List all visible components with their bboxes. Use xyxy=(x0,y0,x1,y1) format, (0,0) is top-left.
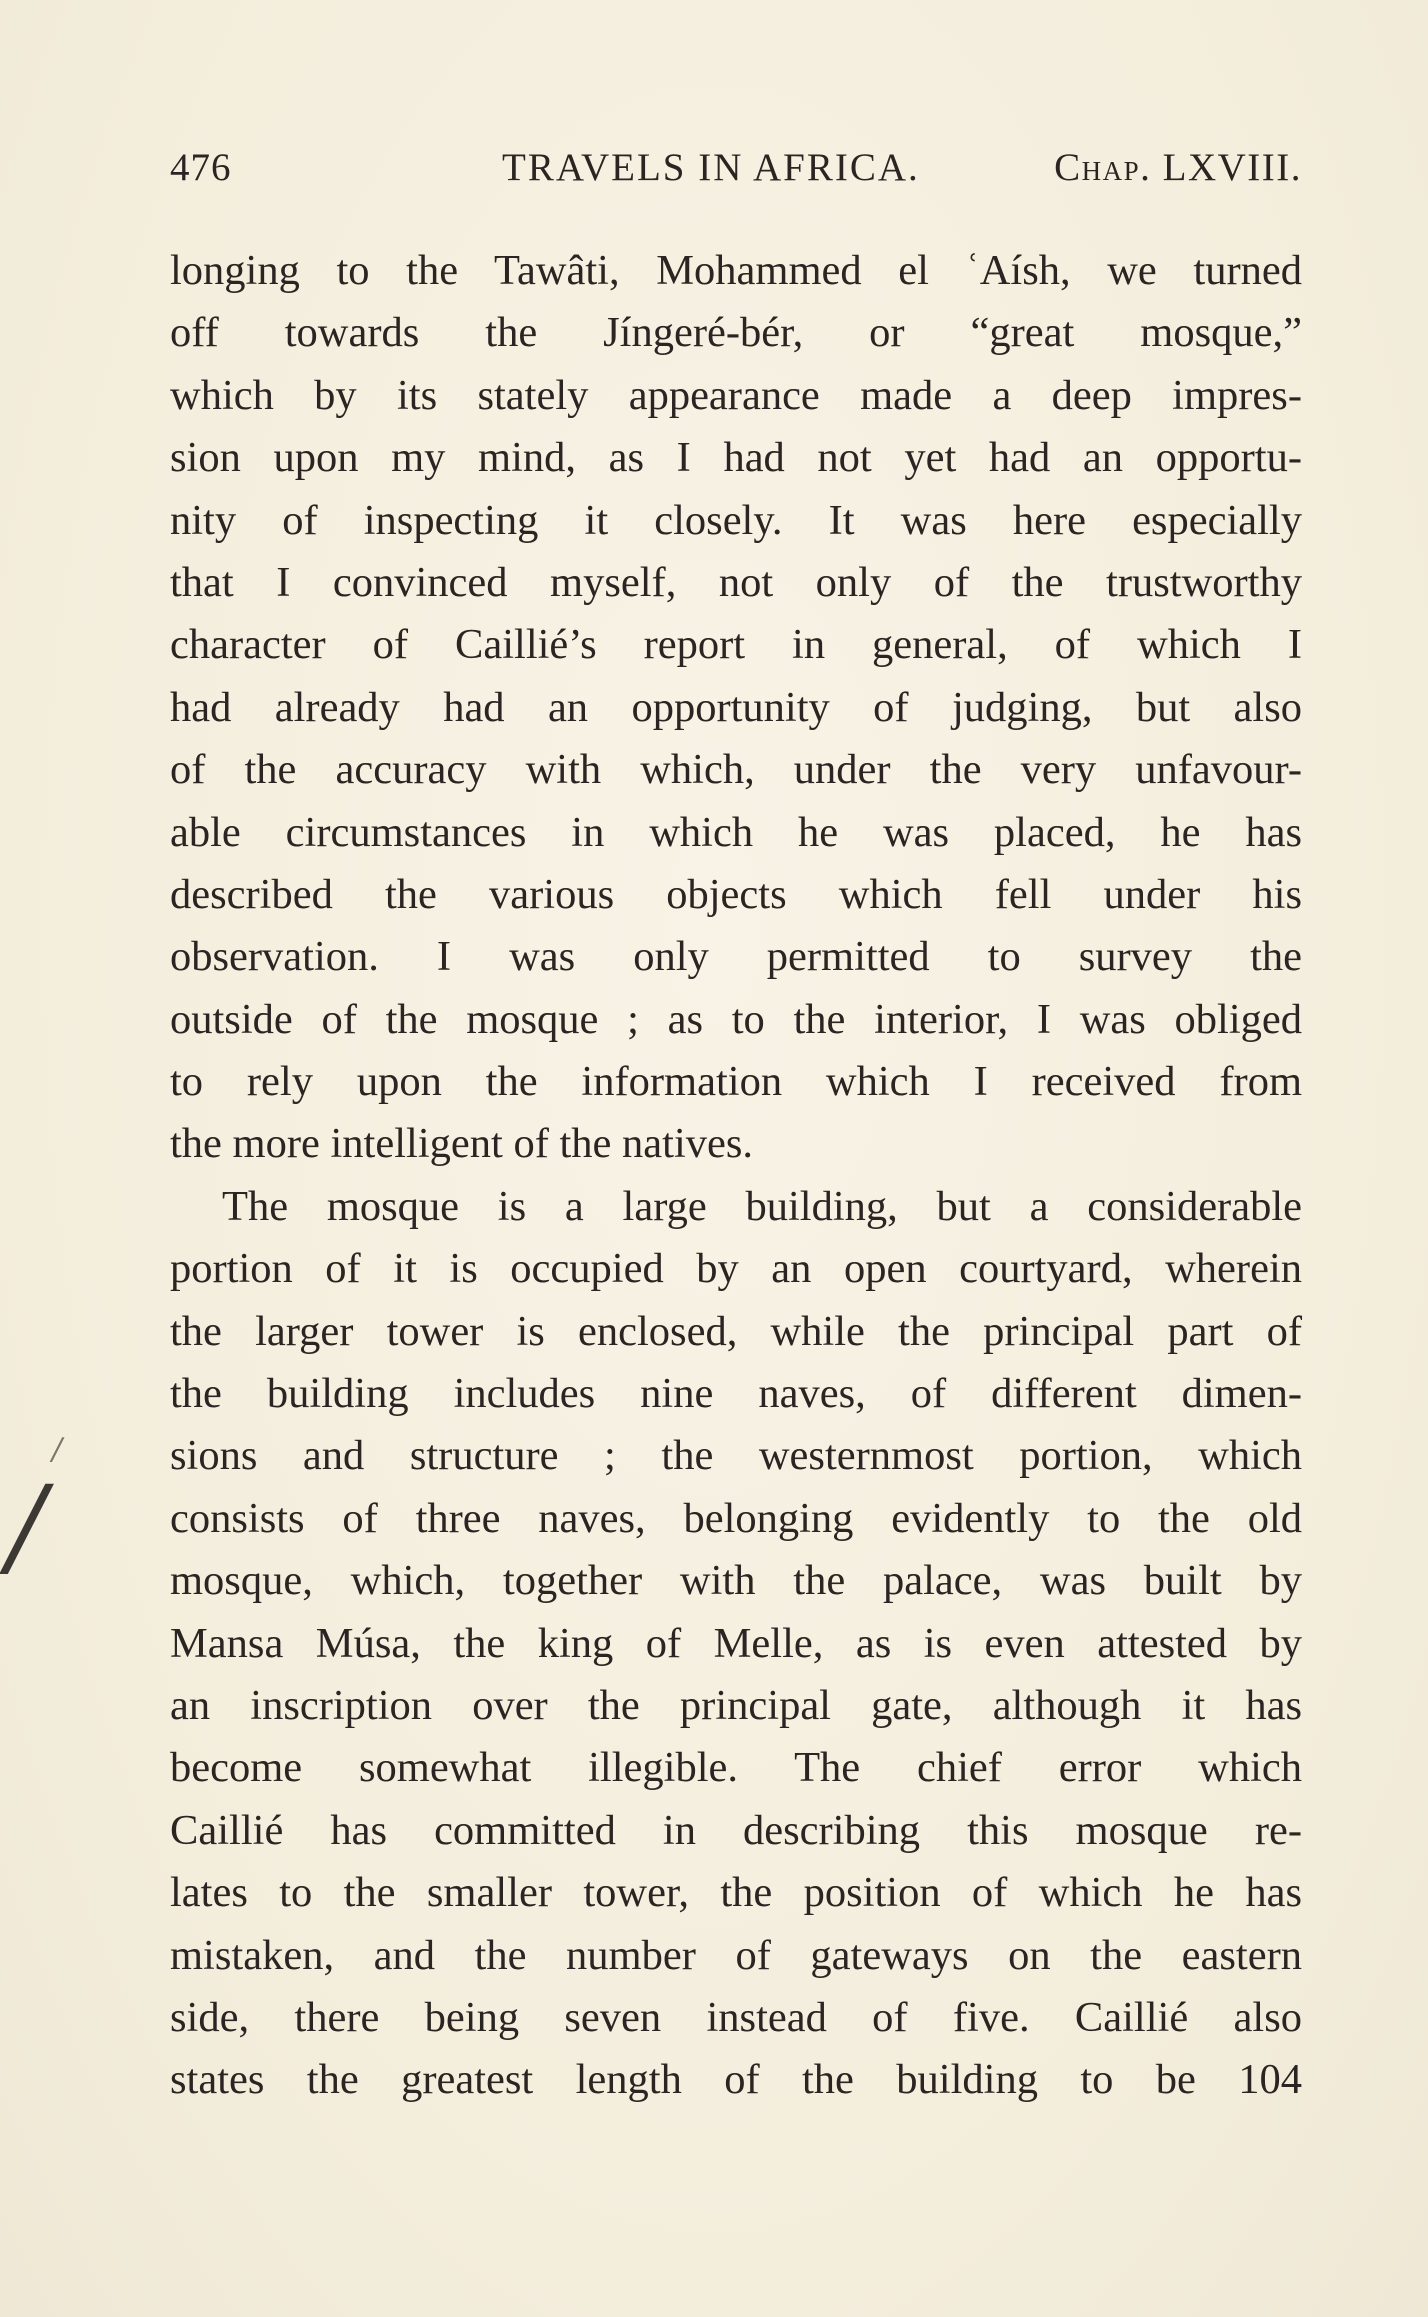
text-line: outside of the mosque ; as to the interior, I was obliged xyxy=(170,995,1302,1043)
text-line: Mansa Músa, the king of Melle, as is even attested by xyxy=(170,1619,1302,1667)
text-line: nity of inspecting it closely. It was here especially xyxy=(170,496,1302,544)
text-line: Caillié has committed in describing this mosque re- xyxy=(170,1806,1302,1854)
text-line: the building includes nine naves, of different dimen- xyxy=(170,1370,1302,1418)
text-line: states the greatest length of the building to be 104 xyxy=(170,2056,1302,2104)
margin-pencil-mark-large: / xyxy=(8,1462,46,1590)
text-line: described the various objects which fell under his xyxy=(170,870,1302,918)
paragraph-start-line: The mosque is a large building, but a considerable xyxy=(222,1182,1302,1230)
text-line: had already had an opportunity of judging, but also xyxy=(170,683,1302,731)
running-title: TRAVELS IN AFRICA. xyxy=(502,146,920,189)
margin-pencil-mark-small: / xyxy=(52,1432,63,1467)
text-line: able circumstances in which he was placed, he has xyxy=(170,808,1302,856)
text-line: to rely upon the information which I received from xyxy=(170,1058,1302,1106)
paragraph-end-line: the more intelligent of the natives. xyxy=(170,1120,754,1168)
text-line: an inscription over the principal gate, although it has xyxy=(170,1681,1302,1729)
page-number: 476 xyxy=(170,146,232,189)
text-line: become somewhat illegible. The chief error which xyxy=(170,1744,1302,1792)
text-line: mosque, which, together with the palace, was built by xyxy=(170,1557,1302,1605)
text-line: sion upon my mind, as I had not yet had an opportu- xyxy=(170,434,1302,482)
text-line: which by its stately appearance made a deep impres- xyxy=(170,371,1302,419)
body-text xyxy=(170,240,1302,2112)
text-line: character of Caillié’s report in general, of which I xyxy=(170,621,1302,669)
text-line: lates to the smaller tower, the position of which he has xyxy=(170,1869,1302,1917)
text-line: side, there being seven instead of five. Caillié also xyxy=(170,1993,1302,2041)
text-line: of the accuracy with which, under the very unfavour- xyxy=(170,746,1302,794)
text-line: that I convinced myself, not only of the trustworthy xyxy=(170,558,1302,606)
text-line: consists of three naves, belonging evidently to the old xyxy=(170,1494,1302,1542)
text-line: sions and structure ; the westernmost portion, which xyxy=(170,1432,1302,1480)
text-line: mistaken, and the number of gateways on the eastern xyxy=(170,1931,1302,1979)
text-line: observation. I was only permitted to survey the xyxy=(170,933,1302,981)
running-header xyxy=(170,145,1302,205)
text-line: portion of it is occupied by an open courtyard, wherein xyxy=(170,1245,1302,1293)
chapter-heading: Chap. LXVIII. xyxy=(1054,146,1302,189)
text-line: the larger tower is enclosed, while the principal part of xyxy=(170,1307,1302,1355)
text-line: longing to the Tawâti, Mohammed el ʿAísh, we turned xyxy=(170,247,1302,294)
text-line: off towards the Jíngeré-bér, or “great mosque,” xyxy=(170,309,1302,357)
